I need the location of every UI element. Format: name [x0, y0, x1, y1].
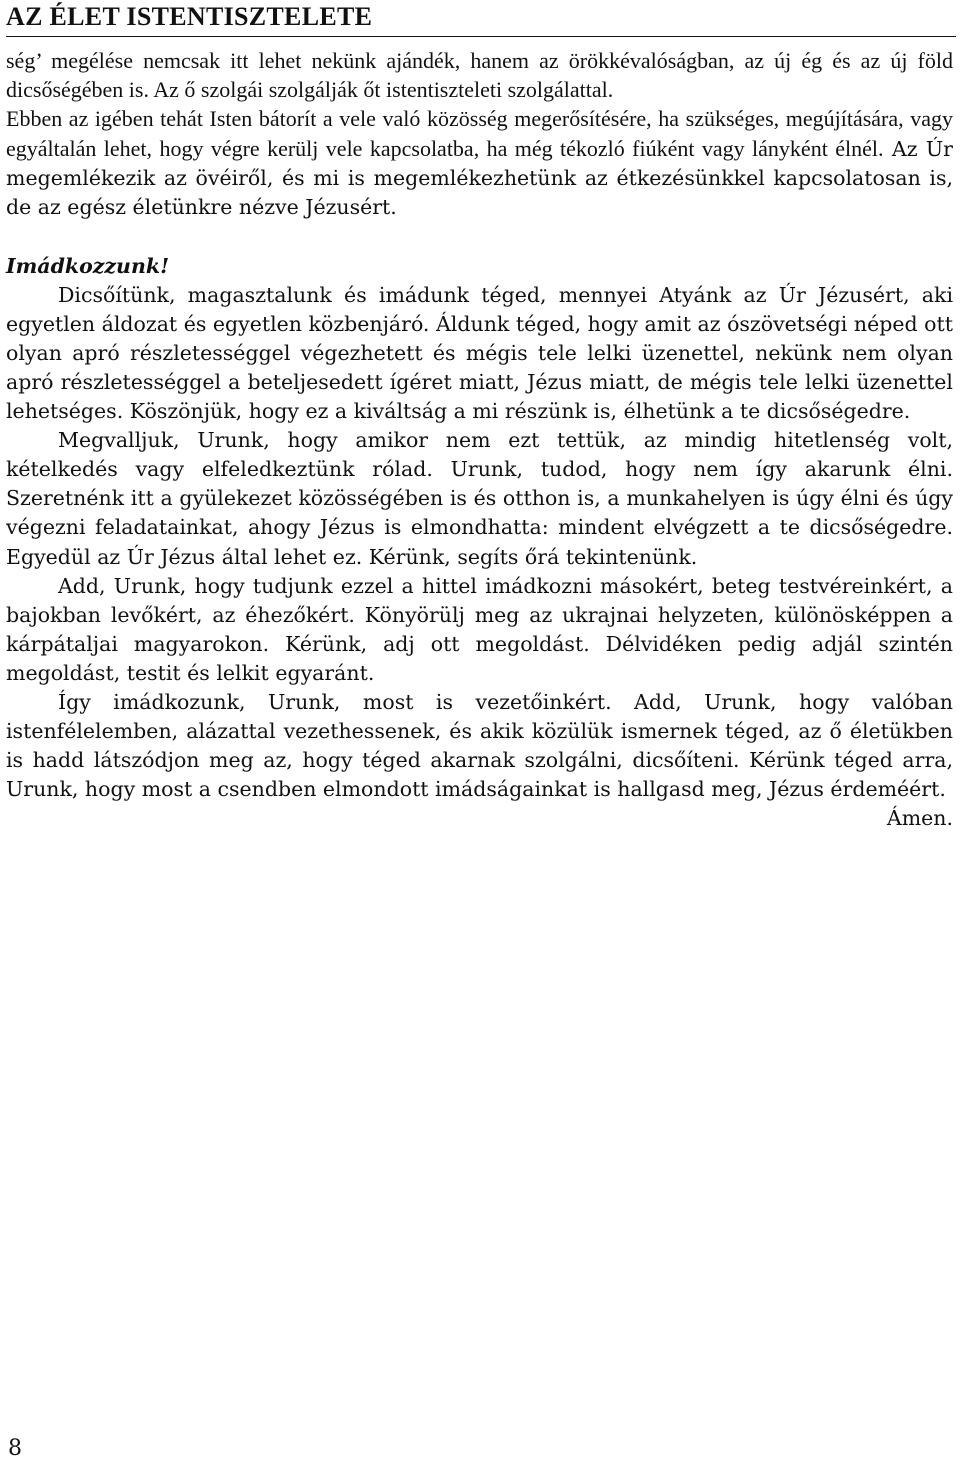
paragraph-confession: Megvalljuk, Urunk, hogy amikor nem ezt tettük, az mindig hitetlenség volt, kételkedés vagy elfeledkeztünk rólad. Urunk, tudod, hogy nem így akarunk élni. Szeretnénk itt a gyülekezet közösségében is és otthon is, a munkahelyen is úgy élni és úgy végezni feladatainkat, ahogy Jézus is elmondhatta: mindent elvégzett a te dicsőségedre. Egyedül az Úr Jézus által lehet ez. Kérünk, segíts őrá tekintenünk. [6, 428, 953, 569]
document-page [6, 0, 956, 1465]
header-title: AZ ÉLET ISTENTISZTELETE [6, 2, 373, 31]
page-number: 8 [8, 1436, 22, 1461]
body-text [6, 46, 953, 833]
paragraph-intercession: Add, Urunk, hogy tudjunk ezzel a hittel imádkozni másokért, beteg testvéreinkért, a bajokban levőkért, az éhezőkért. Könyörülj meg az ukrajnai helyzeten, különösképpen a kárpátaljai magyarokon. Kérünk, adj ott megoldást. Délvidéken pedig adjál szintén megoldást, testit és lelkit egyaránt. [6, 573, 953, 685]
paragraph-continuation: ség’ megélése nemcsak itt lehet nekünk ajándék, hanem az örökkévalóságban, az új ég és az új föld dicsőségében is. Az ő szolgái szolgálják őt istentiszteleti szolgálattal. [6, 48, 953, 103]
paragraph-encouragement: Ebben az igében tehát Isten bátorít a vele való közösség megerősítésére, ha szükséges, megújítására, vagy egyáltalán lehet, hogy végre kerülj vele kapcsolatba, ha még tékozló fiúként vagy lányként élnél. [6, 106, 953, 162]
prayer-heading: Imádkozzunk! [6, 253, 170, 278]
amen-line: Ámen. [886, 806, 953, 831]
paragraph-praise: Dicsőítünk, magasztalunk és imádunk téged, mennyei Atyánk az Úr Jézusért, aki egyetlen áldozat és egyetlen közbenjáró. Áldunk téged, hogy amit az ószövetségi néped ott olyan apró részletességgel végezhetett és mégis tele lelki üzenettel, nekünk nem olyan apró részletességgel a beteljesedett ígéret miatt, Jézus miatt, de mégis tele lelki üzenettel lehetséges. Köszönjük, hogy ez a kiváltság a mi részünk is, élhetünk a te dicsőségedre. [6, 282, 953, 424]
paragraph-remembrance: Az Úr megemlékezik az övéiről, és mi is megemlékezhetünk az étkezésünkkel kapcsolatosan is, de az egész életünkre nézve Jézusért. [6, 137, 953, 220]
running-header [6, 2, 956, 37]
paragraph-leaders: Így imádkozunk, Urunk, most is vezetőinkért. Add, Urunk, hogy valóban istenfélelemben, alázattal vezethessenek, és akik közülük ismernek téged, az ő életükben is hadd látszódjon meg az, hogy téged akarnak szolgálni, dicsőíteni. Kérünk téged arra, Urunk, hogy most a csendben elmondott imádságainkat is hallgasd meg, Jézus érdeméért. [6, 689, 953, 802]
